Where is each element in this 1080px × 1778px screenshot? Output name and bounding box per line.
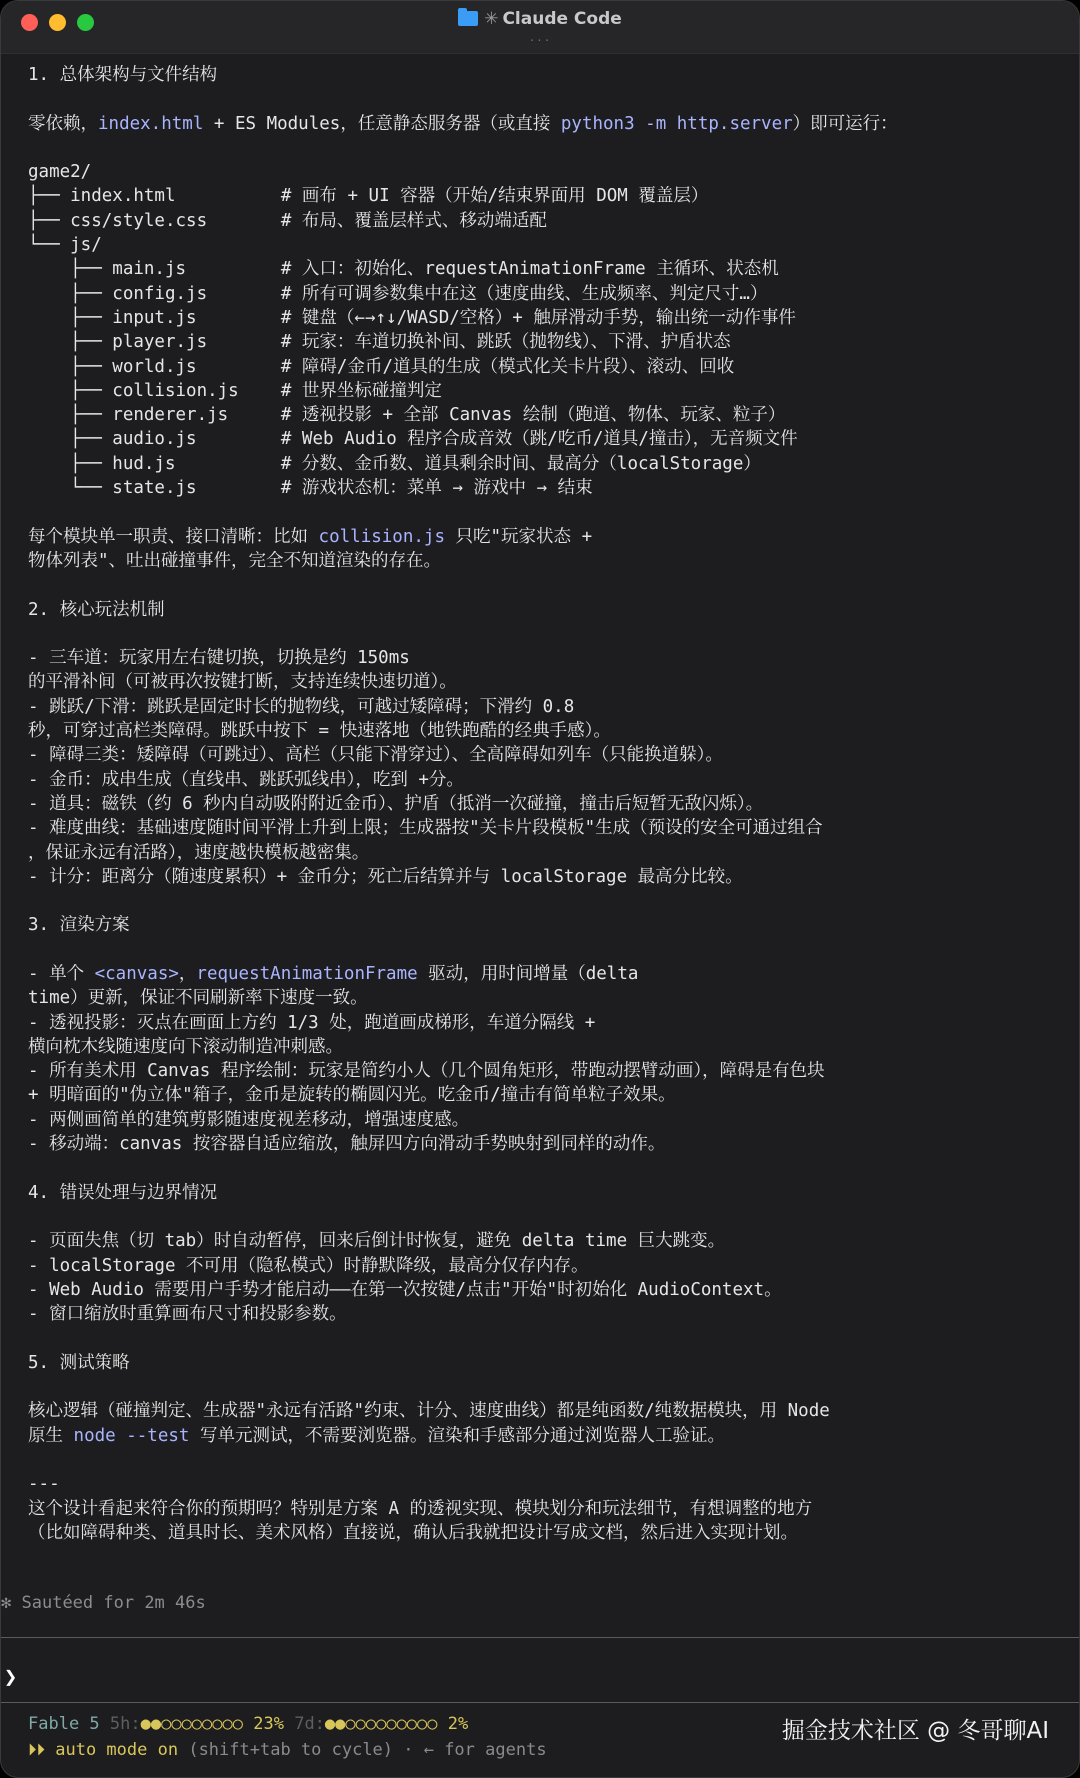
message-line: - 障碍三类：矮障碍（可跳过）、高栏（只能下滑穿过）、全高障碍如列车（只能换道躲）。 [28,745,723,766]
usage-7d-meter: ●●○○○○○○○○○ [324,1714,438,1734]
message-line: - 三车道：玩家用左右键切换，切换是约 150ms [28,648,410,669]
message-line: - 难度曲线：基础速度随时间平滑上升到上限；生成器按"关卡片段模板"生成（预设的安全可通过组合 [28,818,823,839]
blank-line [28,1156,1068,1180]
message-line: ├── css/style.css # 布局、覆盖层样式、移动端适配 [28,210,547,231]
blank-line [28,136,1068,160]
inline-code: index.html [98,113,204,134]
message-line: （比如障碍种类、道具时长、美术风格）直接说，确认后我就把设计写成文档，然后进入实现计划。 [28,1522,798,1543]
message-line [28,525,1068,549]
title-bar [1,1,1079,54]
message-line: ├── config.js # 所有可调参数集中在这（速度曲线、生成频率、判定尺寸…） [28,283,768,304]
status-line [1,1593,206,1613]
message-line: - Web Audio 需要用户手势才能启动——在第一次按键/点击"开始"时初始化 AudioContext。 [28,1279,782,1300]
message-line: - 跳跃/下滑：跳跃是固定时长的抛物线，可越过矮障碍；下滑约 0.8 [28,696,575,717]
message-line: - 所有美术用 Canvas 程序绘制：玩家是简约小人（几个圆角矩形，带跑动摆臂动画），障碍是有色块 [28,1061,825,1082]
status-text: Sautéed for 2m 46s [21,1593,206,1613]
message-line: └── state.js # 游戏状态机：菜单 → 游戏中 → 结束 [28,478,593,499]
auto-mode-label: auto mode on [55,1740,179,1760]
message-line: - 计分：距离分（随速度累积）+ 金币分；死亡后结算并与 localStorage 最高分比较。 [28,866,743,887]
message-text: 驱动，用时间增量（delta [417,963,639,984]
message-line: 秒，可穿过高栏类障碍。跳跃中按下 = 快速落地（地铁跑酷的经典手感）。 [28,721,611,742]
message-line: 2. 核心玩法机制 [28,599,165,620]
message-text: 零依赖， [28,113,98,134]
message-line: 3. 渲染方案 [28,915,130,936]
message-text: 只吃"玩家状态 + [444,526,593,547]
message-line: - 页面失焦（切 tab）时自动暂停，回来后倒计时恢复，避免 delta time 巨大跳变。 [28,1231,726,1252]
message-line: 横向枕木线随速度向下滚动制造冲刺感。 [28,1036,343,1057]
tab-dots[interactable]: ··· [528,34,552,47]
message-line: ├── renderer.js # 透视投影 + 全部 Canvas 绘制（跑道、物体、玩家、粒子） [28,405,786,426]
folder-icon [458,11,478,26]
message-line: - 道具：磁铁（约 6 秒内自动吸附附近金币）、护盾（抵消一次碰撞，撞击后短暂无敌闪烁）。 [28,793,764,814]
input-bottom-divider [1,1702,1079,1703]
message-line: 5. 测试策略 [28,1352,130,1373]
blank-line [28,1448,1068,1472]
blank-line [28,1326,1068,1350]
usage-7d-label: 7d: [294,1714,325,1734]
message-text: 每个模块单一职责、接口清晰：比如 [28,526,319,547]
prompt-chevron-icon: ❯ [4,1665,18,1690]
message-line: 物体列表"、吐出碰撞事件，完全不知道渲染的存在。 [28,550,442,571]
message-text: + ES Modules，任意静态服务器（或直接 [203,113,561,134]
auto-mode-arrows-icon: ⏵⏵ [28,1740,45,1760]
inline-code: collision.js [318,526,445,547]
message-line: ，保证永远有活路），速度越快模板越密集。 [28,842,370,863]
blank-line [28,1375,1068,1399]
message-line: game2/ [28,162,92,183]
blank-line [28,889,1068,913]
message-line: 4. 错误处理与边界情况 [28,1182,218,1203]
usage-5h-percent: 23% [253,1714,284,1734]
message-text: ， [178,963,197,984]
message-line: 这个设计看起来符合你的预期吗？特别是方案 A 的透视实现、模块划分和玩法细节，有想调整的地方 [28,1498,813,1519]
message-line: 1. 总体架构与文件结构 [28,65,218,85]
blank-line [28,938,1068,962]
message-line [28,112,1068,136]
usage-bar [28,1714,468,1734]
message-line: └── js/ [28,235,102,256]
blank-line [28,622,1068,646]
message-line: --- [28,1474,60,1495]
blank-line [28,1205,1068,1229]
message-line: - 窗口缩放时重算画布尺寸和投影参数。 [28,1304,347,1325]
prompt-input[interactable] [4,1665,17,1690]
message-line: ├── hud.js # 分数、金币数、道具剩余时间、最高分（localStorage） [28,453,761,474]
blank-line [28,500,1068,524]
watermark: 掘金技术社区 @ 冬哥聊AI [781,1718,1049,1744]
message-line: - localStorage 不可用（隐私模式）时静默降级，最高分仅存内存。 [28,1255,589,1276]
model-name: Fable 5 [28,1714,100,1734]
blank-line [28,87,1068,111]
window-title-text: Claude Code [502,9,622,29]
message-text: 写单元测试，不需要浏览器。渲染和手感部分通过浏览器人工验证。 [189,1425,725,1446]
usage-5h-meter: ●●○○○○○○○○ [140,1714,243,1734]
mode-hint: (shift+tab to cycle) · ← for agents [188,1740,547,1760]
message-line: 的平滑补间（可被再次按键打断，支持连续快速切道）。 [28,672,457,693]
message-line: ├── index.html # 画布 + UI 容器（开始/结束界面用 DOM 覆盖层） [28,186,709,207]
message-text: 原生 [28,1425,74,1446]
message-text: ）即可运行： [792,113,898,134]
message-line: ├── main.js # 入口：初始化、requestAnimationFrame 主循环、状态机 [28,259,779,280]
window-title [1,9,1079,29]
usage-7d-percent: 2% [447,1714,469,1734]
inline-code: node --test [73,1425,190,1446]
inline-code: requestAnimationFrame [196,963,418,984]
sparkle-icon: ✻ [1,1593,12,1613]
message-line: ├── input.js # 键盘（←→↑↓/WASD/空格）+ 触屏滑动手势，输出统一动作事件 [28,307,796,328]
message-line: 核心逻辑（碰撞判定、生成器"永远有活路"约束、计分、速度曲线）都是纯函数/纯数据模块，用 Node [28,1401,830,1422]
message-line [28,962,1068,986]
message-line: - 透视投影：灭点在画面上方约 1/3 处，跑道画成梯形，车道分隔线 + [28,1012,596,1033]
spinner-icon: ✳ [484,9,499,29]
inline-code: <canvas> [94,963,179,984]
message-line [28,1424,1068,1448]
message-line: ├── player.js # 玩家：车道切换补间、跳跃（抛物线）、下滑、护盾状态 [28,332,731,353]
message-line: ├── audio.js # Web Audio 程序合成音效（跳/吃币/道具/撞击），无音频文件 [28,429,798,450]
message-line: - 金币：成串生成（直线串、跳跃弧线串），吃到 +分。 [28,769,464,790]
blank-line [28,573,1068,597]
message-line: time）更新，保证不同刷新率下速度一致。 [28,988,368,1009]
message-line: ├── collision.js # 世界坐标碰撞判定 [28,380,442,401]
message-line: + 明暗面的"伪立体"箱子，金币是旋转的椭圆闪光。吃金币/撞击有简单粒子效果。 [28,1085,676,1106]
inline-code: python3 -m http.server [560,113,793,134]
input-top-divider [1,1637,1079,1638]
message-text: - 单个 [28,963,95,984]
usage-5h-label: 5h: [109,1714,141,1734]
message-line: ├── world.js # 障碍/金币/道具的生成（模式化关卡片段）、滚动、回收 [28,356,735,377]
message-line: - 移动端：canvas 按容器自适应缩放，触屏四方向滑动手势映射到同样的动作。 [28,1134,666,1155]
message-line: - 两侧画简单的建筑剪影随速度视差移动，增强速度感。 [28,1109,470,1130]
assistant-message [28,63,1068,1545]
mode-bar[interactable] [28,1740,547,1760]
